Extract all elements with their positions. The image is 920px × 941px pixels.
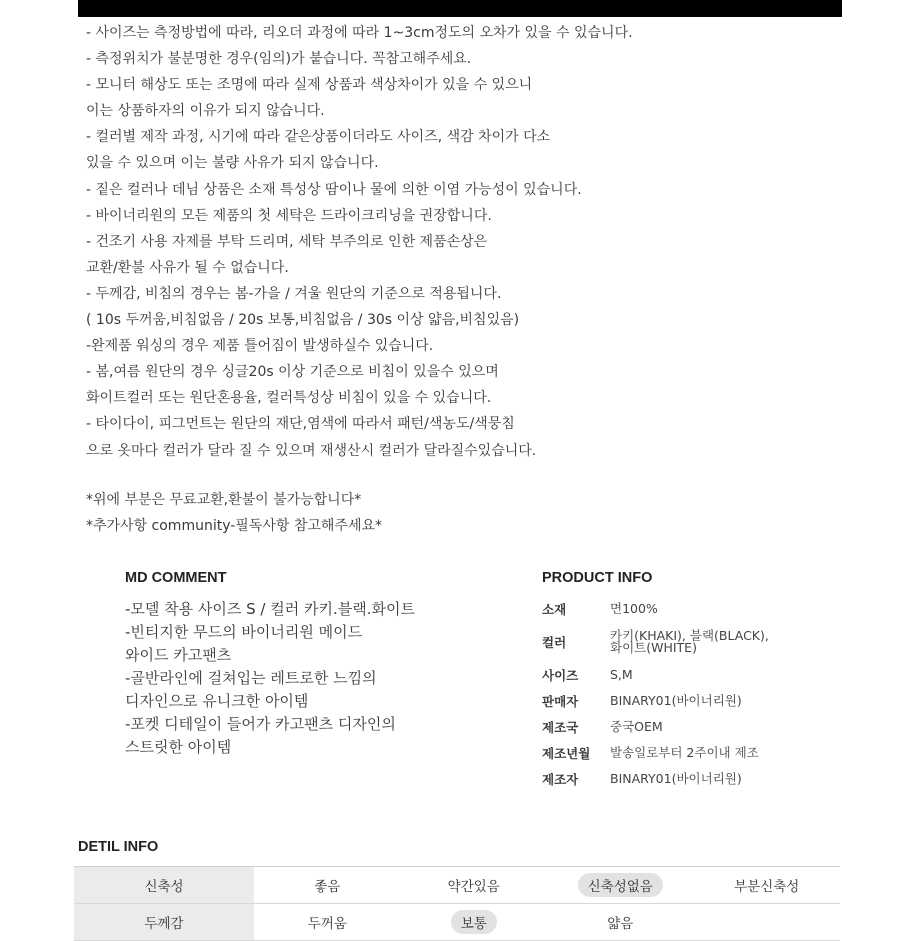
no-refund-note: *위에 부분은 무료교환,환불이 불가능합니다* [86, 492, 362, 508]
notice-line: 으로 옷마다 컬러가 달라 질 수 있으며 재생산시 컬러가 달라질수있습니다. [86, 442, 537, 459]
product-info-key: 제조년월 [542, 746, 591, 761]
product-info-row-date [542, 740, 842, 766]
product-info-title: PRODUCT INFO [542, 570, 653, 586]
detil-info-table [74, 866, 840, 941]
detil-option [694, 904, 841, 940]
product-info-value: S,M [610, 667, 633, 682]
notice-line: - 사이즈는 측정방법에 따라, 리오더 과정에 따라 1~3cm정도의 오차가 있을 수 있습니다. [86, 25, 633, 41]
md-comment-line: -모델 착용 사이즈 S / 컬러 카키.블랙.화이트 [125, 600, 415, 618]
notice-line: - 봄,여름 원단의 경우 싱글20s 이상 기준으로 비침이 있을수 있으며 [86, 364, 499, 381]
product-info-value: 면100% [610, 601, 658, 616]
notice-line: - 컬러별 제작 과정, 시기에 따라 같은상품이더라도 사이즈, 색감 차이가 다소 [86, 129, 551, 146]
top-banner-bar [78, 0, 842, 17]
product-info-key: 컬러 [542, 635, 567, 650]
detil-option [254, 867, 401, 903]
notice-line: 교환/환불 사유가 될 수 없습니다. [86, 259, 289, 276]
product-info-key: 판매자 [542, 694, 579, 709]
detil-option [694, 867, 841, 903]
detil-option-label: 두꺼움 [307, 916, 347, 932]
md-comment-line: 와이드 카고팬츠 [125, 646, 232, 664]
extra-notice [86, 487, 382, 539]
product-info-value: 중국OEM [610, 719, 663, 734]
detil-option-label: 부분신축성 [734, 879, 800, 895]
detil-option-label: 좋음 [314, 879, 341, 895]
color-value-line-1: 카키(KHAKI), 블랙(BLACK), [610, 628, 769, 643]
detil-option-label: 신축성없음 [578, 873, 663, 897]
notice-line: -완제품 워싱의 경우 제품 틀어짐이 발생하실수 있습니다. [86, 338, 434, 355]
md-comment-line: -빈티지한 무드의 바이너리원 메이드 [125, 623, 363, 641]
product-info-row-maker [542, 766, 842, 792]
md-comment-line: -포켓 디테일이 들어가 카고팬츠 디자인의 [125, 715, 396, 733]
detil-row-label: 두께감 [74, 904, 254, 940]
detil-option-selected [401, 904, 548, 940]
community-note: *추가사항 community-필독사항 참고해주세요* [86, 518, 382, 534]
size-notice-list [86, 20, 846, 464]
notice-line: 이는 상품하자의 이유가 되지 않습니다. [86, 103, 325, 120]
detil-option [254, 904, 401, 940]
notice-line: ( 10s 두꺼움,비침없음 / 20s 보통,비침없음 / 30s 이상 얇음,비침있음) [86, 312, 520, 329]
detil-option [547, 904, 694, 940]
product-info-section [542, 566, 842, 792]
product-info-key: 사이즈 [542, 668, 579, 683]
notice-line: - 측정위치가 불분명한 경우(임의)가 붙습니다. 꼭참고해주세요. [86, 51, 472, 68]
detil-option-label: 보통 [451, 910, 497, 934]
detil-option [401, 867, 548, 903]
product-info-row-country [542, 714, 842, 740]
notice-line: - 바이너리원의 모든 제품의 첫 세탁은 드라이크리닝을 권장합니다. [86, 207, 492, 224]
product-info-row-seller [542, 688, 842, 714]
md-comment-line: -골반라인에 걸쳐입는 레트로한 느낌의 [125, 669, 377, 687]
detil-row-label: 신축성 [74, 867, 254, 903]
product-info-row-material [542, 596, 842, 622]
product-info-value [610, 630, 769, 654]
product-info-table [542, 596, 842, 792]
product-info-key: 소재 [542, 602, 567, 617]
product-info-value: BINARY01(바이너리원) [610, 771, 742, 786]
md-comment-line: 스트릿한 아이템 [125, 738, 232, 756]
notice-line: - 건조기 사용 자제를 부탁 드리며, 세탁 부주의로 인한 제품손상은 [86, 233, 488, 250]
md-comment-section [125, 566, 505, 759]
md-comment-list [125, 598, 505, 759]
notice-line: - 짙은 컬러나 데님 상품은 소재 특성상 땀이나 물에 의한 이염 가능성이 있습니다. [86, 181, 582, 198]
detil-row-stretch [74, 867, 840, 904]
notice-line: 화이트컬러 또는 원단혼용율, 컬러특성상 비침이 있을 수 있습니다. [86, 390, 492, 407]
product-info-row-color [542, 622, 842, 662]
detil-option-label: 얇음 [607, 916, 634, 932]
detil-option-selected [547, 867, 694, 903]
product-info-row-size [542, 662, 842, 688]
md-comment-title: MD COMMENT [125, 570, 227, 586]
detil-info-section [78, 836, 158, 858]
md-comment-line: 디자인으로 유니크한 아이템 [125, 692, 309, 710]
product-info-key: 제조국 [542, 720, 579, 735]
product-info-value: BINARY01(바이너리원) [610, 693, 742, 708]
product-info-key: 제조자 [542, 772, 579, 787]
color-value-line-2: 화이트(WHITE) [610, 640, 697, 655]
product-info-value: 발송일로부터 2주이내 제조 [610, 745, 759, 760]
detil-info-title: DETIL INFO [78, 839, 159, 855]
detil-row-thickness [74, 904, 840, 941]
detil-option-label: 약간있음 [447, 879, 500, 895]
notice-line: 있을 수 있으며 이는 불량 사유가 되지 않습니다. [86, 155, 379, 172]
notice-line: - 두께감, 비침의 경우는 봄-가을 / 겨울 원단의 기준으로 적용됩니다. [86, 285, 502, 302]
notice-line: - 모니터 해상도 또는 조명에 따라 실제 상품과 색상차이가 있을 수 있으니 [86, 77, 533, 94]
notice-line: - 타이다이, 피그먼트는 원단의 재단,염색에 따라서 패턴/색농도/색뭉침 [86, 416, 515, 433]
